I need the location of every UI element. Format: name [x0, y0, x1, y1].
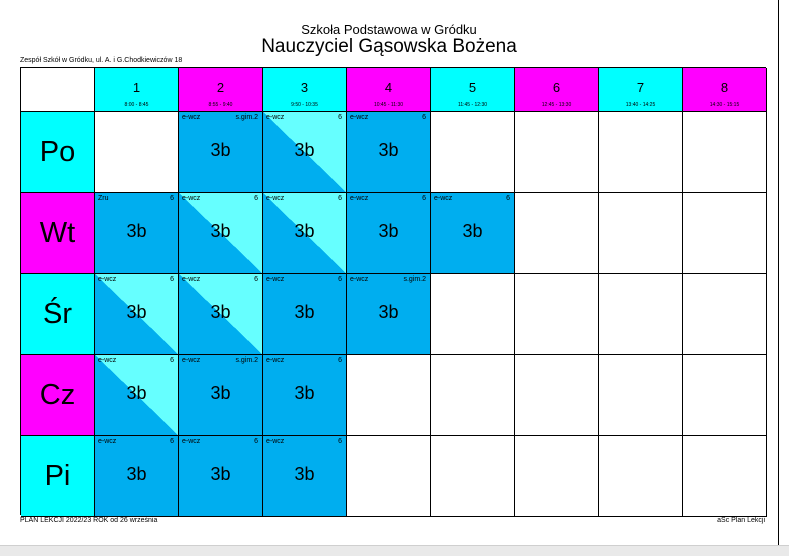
- lesson-class: 3b: [294, 302, 315, 322]
- lesson-subject: e-wcz: [434, 195, 453, 202]
- empty-slot: [431, 274, 515, 355]
- school-name: Szkoła Podstawowa w Gródku: [301, 22, 477, 37]
- empty-slot: [431, 355, 515, 436]
- lesson-room: 6: [254, 276, 258, 283]
- lesson-card[interactable]: [179, 112, 263, 193]
- period-time: 10:45 - 11:30: [373, 102, 404, 108]
- lesson-subject: e-wcz: [266, 114, 285, 121]
- lesson-card[interactable]: [95, 355, 179, 436]
- empty-slot: [683, 436, 767, 517]
- lesson-room: s.gim.2: [403, 276, 426, 283]
- period-time: 12:45 - 13:30: [541, 102, 572, 108]
- period-number: 8: [720, 80, 729, 95]
- period-number: 1: [132, 80, 141, 95]
- lesson-card[interactable]: [263, 436, 347, 517]
- lesson-card[interactable]: [95, 193, 179, 274]
- lesson-card[interactable]: [431, 193, 515, 274]
- period-number: 6: [552, 80, 561, 95]
- period-number: 7: [636, 80, 645, 95]
- lesson-class: 3b: [294, 464, 315, 484]
- empty-slot: [347, 355, 431, 436]
- lesson-subject: e-wcz: [266, 438, 285, 445]
- lesson-class: 3b: [294, 221, 315, 241]
- period-time: 9:50 - 10:35: [291, 102, 318, 108]
- lesson-class: 3b: [210, 383, 231, 403]
- lesson-room: 6: [338, 438, 342, 445]
- empty-slot: [599, 112, 683, 193]
- lesson-card[interactable]: [179, 436, 263, 517]
- lesson-class: 3b: [210, 302, 231, 322]
- lesson-subject: e-wcz: [182, 438, 201, 445]
- period-number: 5: [468, 80, 477, 95]
- period-time: 13:40 - 14:25: [625, 102, 656, 108]
- period-time: 14:30 - 15:15: [709, 102, 740, 108]
- empty-slot: [683, 355, 767, 436]
- lesson-room: s.gim.2: [235, 114, 258, 121]
- lesson-room: 6: [170, 438, 174, 445]
- lesson-card[interactable]: [179, 355, 263, 436]
- lesson-room: 6: [338, 195, 342, 202]
- lesson-class: 3b: [126, 302, 147, 322]
- empty-slot: [599, 193, 683, 274]
- lesson-card[interactable]: [347, 274, 431, 355]
- empty-slot: [683, 193, 767, 274]
- teacher-title: Nauczyciel Gąsowska Bożena: [261, 36, 517, 57]
- page-edge-bottom: [0, 545, 789, 556]
- period-time: 11:45 - 12:30: [457, 102, 488, 108]
- lesson-card[interactable]: [179, 274, 263, 355]
- day-label: Wt: [21, 193, 95, 274]
- empty-slot: [347, 436, 431, 517]
- period-number: 2: [216, 80, 225, 95]
- lesson-card[interactable]: [347, 193, 431, 274]
- lesson-class: 3b: [210, 464, 231, 484]
- lesson-subject: e-wcz: [266, 276, 285, 283]
- lesson-class: 3b: [294, 140, 315, 160]
- lesson-subject: e-wcz: [182, 195, 201, 202]
- empty-slot: [515, 355, 599, 436]
- period-time: 8:55 - 9:40: [208, 102, 233, 108]
- empty-slot: [515, 436, 599, 517]
- lesson-class: 3b: [210, 140, 231, 160]
- period-header: [683, 68, 767, 112]
- day-label: Po: [21, 112, 95, 193]
- lesson-subject: e-wcz: [350, 276, 369, 283]
- lesson-class: 3b: [378, 302, 399, 322]
- period-header: [179, 68, 263, 112]
- lesson-room: 6: [170, 276, 174, 283]
- lesson-subject: e-wcz: [266, 357, 285, 364]
- lesson-card[interactable]: [263, 112, 347, 193]
- empty-slot: [515, 274, 599, 355]
- empty-slot: [683, 274, 767, 355]
- period-number: 4: [384, 80, 393, 95]
- lesson-card[interactable]: [95, 436, 179, 517]
- lesson-card[interactable]: [263, 355, 347, 436]
- lesson-room: 6: [422, 114, 426, 121]
- empty-slot: [431, 112, 515, 193]
- lesson-room: s.gim.2: [235, 357, 258, 364]
- lesson-class: 3b: [378, 140, 399, 160]
- day-label: Pi: [21, 436, 95, 517]
- lesson-room: 6: [338, 276, 342, 283]
- lesson-class: 3b: [378, 221, 399, 241]
- lesson-room: 6: [422, 195, 426, 202]
- lesson-subject: e-wcz: [266, 195, 285, 202]
- lesson-subject: e-wcz: [182, 357, 201, 364]
- empty-slot: [683, 112, 767, 193]
- lesson-class: 3b: [126, 464, 147, 484]
- day-label: Cz: [21, 355, 95, 436]
- empty-slot: [599, 355, 683, 436]
- lesson-card[interactable]: [179, 193, 263, 274]
- empty-slot: [431, 436, 515, 517]
- period-time: 8:00 - 8:45: [124, 102, 149, 108]
- period-header: [515, 68, 599, 112]
- corner-cell: [21, 68, 95, 112]
- lesson-room: 6: [338, 357, 342, 364]
- lesson-subject: e-wcz: [98, 357, 117, 364]
- lesson-card[interactable]: [263, 274, 347, 355]
- lesson-class: 3b: [210, 221, 231, 241]
- lesson-class: 3b: [462, 221, 483, 241]
- empty-slot: [95, 112, 179, 193]
- timetable-grid: [20, 67, 766, 515]
- lesson-subject: e-wcz: [98, 438, 117, 445]
- lesson-class: 3b: [294, 383, 315, 403]
- lesson-subject: e-wcz: [182, 276, 201, 283]
- lesson-room: 6: [254, 195, 258, 202]
- empty-slot: [515, 112, 599, 193]
- day-label: Śr: [21, 274, 95, 355]
- footer-plan-label: PLAN LEKCJI 2022/23 ROK od 26 września: [20, 517, 158, 524]
- school-address: Zespół Szkół w Gródku, ul. A. i G.Chodkiewiczów 18: [20, 57, 183, 64]
- lesson-card[interactable]: [263, 193, 347, 274]
- lesson-room: 6: [254, 438, 258, 445]
- empty-slot: [599, 436, 683, 517]
- lesson-room: 6: [170, 195, 174, 202]
- period-header: [95, 68, 179, 112]
- lesson-class: 3b: [126, 221, 147, 241]
- lesson-room: 6: [338, 114, 342, 121]
- lesson-subject: e-wcz: [98, 276, 117, 283]
- period-header: [347, 68, 431, 112]
- lesson-room: 6: [506, 195, 510, 202]
- footer-software-label: aSc Plan Lekcji: [717, 517, 765, 524]
- lesson-card[interactable]: [347, 112, 431, 193]
- empty-slot: [599, 274, 683, 355]
- empty-slot: [515, 193, 599, 274]
- lesson-subject: e-wcz: [350, 114, 369, 121]
- page-edge-right: [778, 0, 779, 555]
- lesson-subject: Zru: [98, 195, 109, 202]
- lesson-class: 3b: [126, 383, 147, 403]
- period-header: [599, 68, 683, 112]
- lesson-subject: e-wcz: [350, 195, 369, 202]
- lesson-subject: e-wcz: [182, 114, 201, 121]
- lesson-room: 6: [170, 357, 174, 364]
- lesson-card[interactable]: [95, 274, 179, 355]
- period-header: [431, 68, 515, 112]
- period-header: [263, 68, 347, 112]
- period-number: 3: [300, 80, 309, 95]
